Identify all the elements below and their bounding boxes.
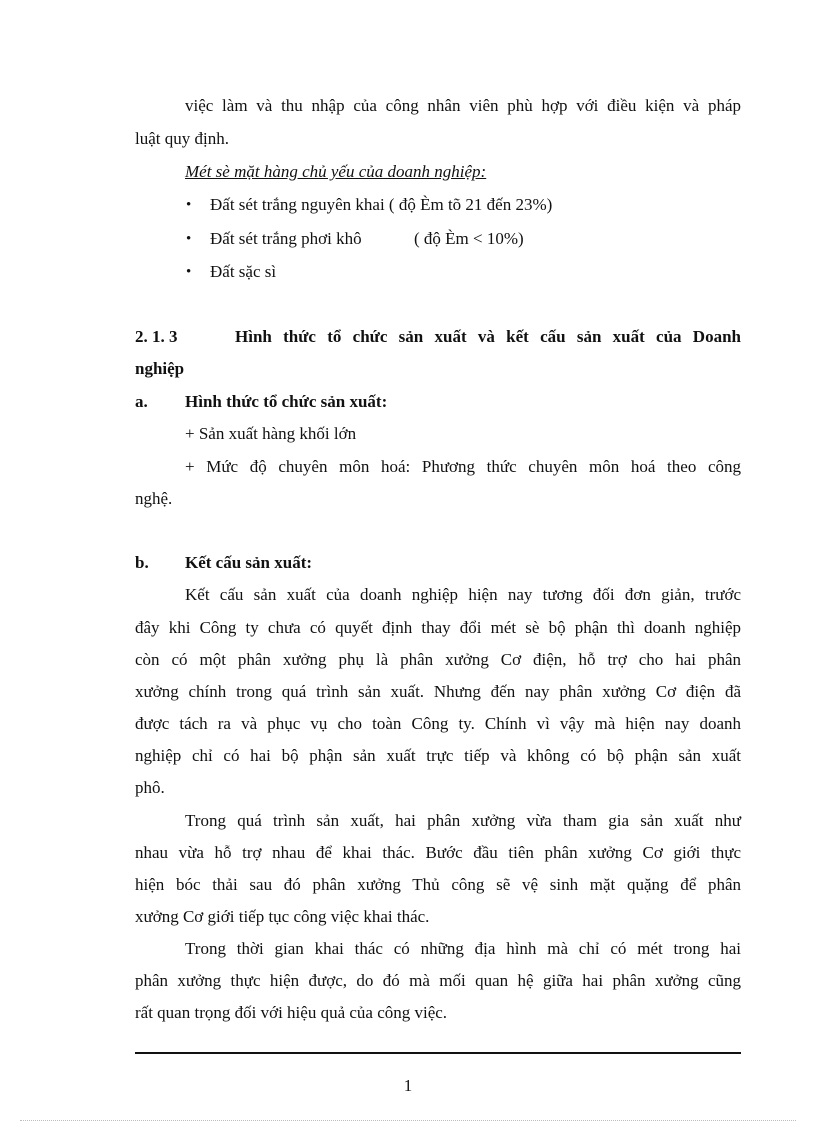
bullet-icon: • xyxy=(186,231,192,247)
footer-rule xyxy=(135,1052,741,1054)
products-heading: Mét sè mặt hàng chủ yếu của doanh nghiệp: xyxy=(185,162,487,181)
bullet-icon: • xyxy=(186,264,192,280)
intro-line-2: luật quy định. xyxy=(135,129,229,148)
paragraph-line: rất quan trọng đối với hiệu quả của công việc. xyxy=(135,1003,448,1022)
section-title-cont: nghiệp xyxy=(135,359,185,378)
subsection-a-point-cont: nghệ. xyxy=(135,489,173,508)
paragraph-line: hiện bóc thải sau đó phân xưởng Thủ công sẽ vệ sinh mặt quặng để phân xyxy=(135,875,741,894)
product-item: Đất sét trắng nguyên khai ( độ Èm tõ 21 đến 23%) xyxy=(210,195,553,214)
section-title: Hình thức tổ chức sản xuất và kết cấu sản xuất của Doanh xyxy=(235,327,741,346)
paragraph-line: phô. xyxy=(135,778,165,797)
paragraph-line: Kết cấu sản xuất của doanh nghiệp hiện nay tương đối đơn giản, trước xyxy=(185,585,741,604)
paragraph-line: xưởng Cơ giới tiếp tục công việc khai thác. xyxy=(135,907,430,926)
product-item-note: ( độ Èm < 10%) xyxy=(414,229,524,248)
paragraph-line: phân xưởng thực hiện được, do đó mà mối quan hệ giữa hai phân xưởng cũng xyxy=(135,971,741,990)
subsection-a-point: + Mức độ chuyên môn hoá: Phương thức chuyên môn hoá theo công xyxy=(185,457,741,476)
subsection-a-heading: Hình thức tổ chức sản xuất: xyxy=(185,392,388,411)
paragraph-line: còn có một phân xưởng phụ là phân xưởng Cơ điện, hỗ trợ cho hai phân xyxy=(135,650,741,669)
subsection-a-point: + Sản xuất hàng khối lớn xyxy=(185,424,357,443)
subsection-a-letter: a. xyxy=(135,392,148,411)
intro-line-1: việc làm và thu nhập của công nhân viên phù hợp với điều kiện và pháp xyxy=(185,96,741,115)
page-number: 1 xyxy=(403,1076,413,1095)
subsection-b-letter: b. xyxy=(135,553,149,572)
paragraph-line: xưởng chính trong quá trình sản xuất. Nhưng đến nay phân xưởng Cơ điện đã xyxy=(135,682,741,701)
section-number: 2. 1. 3 xyxy=(135,327,178,346)
paragraph-line: nhau vừa hỗ trợ nhau để khai thác. Bước đầu tiên phân xưởng Cơ giới thực xyxy=(135,843,741,862)
paragraph-line: đây khi Công ty chưa có quyết định thay đổi mét sè bộ phận thì doanh nghiệp xyxy=(135,618,741,637)
bullet-icon: • xyxy=(186,197,192,213)
subsection-b-heading: Kết cấu sản xuất: xyxy=(185,553,313,572)
paragraph-line: Trong quá trình sản xuất, hai phân xưởng vừa tham gia sản xuất như xyxy=(185,811,741,830)
paragraph-line: Trong thời gian khai thác có những địa hình mà chỉ có mét trong hai xyxy=(185,939,741,958)
product-item: Đất sặc sì xyxy=(210,262,277,281)
page-boundary xyxy=(20,1120,796,1121)
product-item: Đất sét trắng phơi khô xyxy=(210,229,362,248)
paragraph-line: được tách ra và phục vụ cho toàn Công ty. Chính vì vậy mà hiện nay doanh xyxy=(135,714,741,733)
paragraph-line: nghiệp chỉ có hai bộ phận sản xuất trực tiếp và không có bộ phận sản xuất xyxy=(135,746,741,765)
